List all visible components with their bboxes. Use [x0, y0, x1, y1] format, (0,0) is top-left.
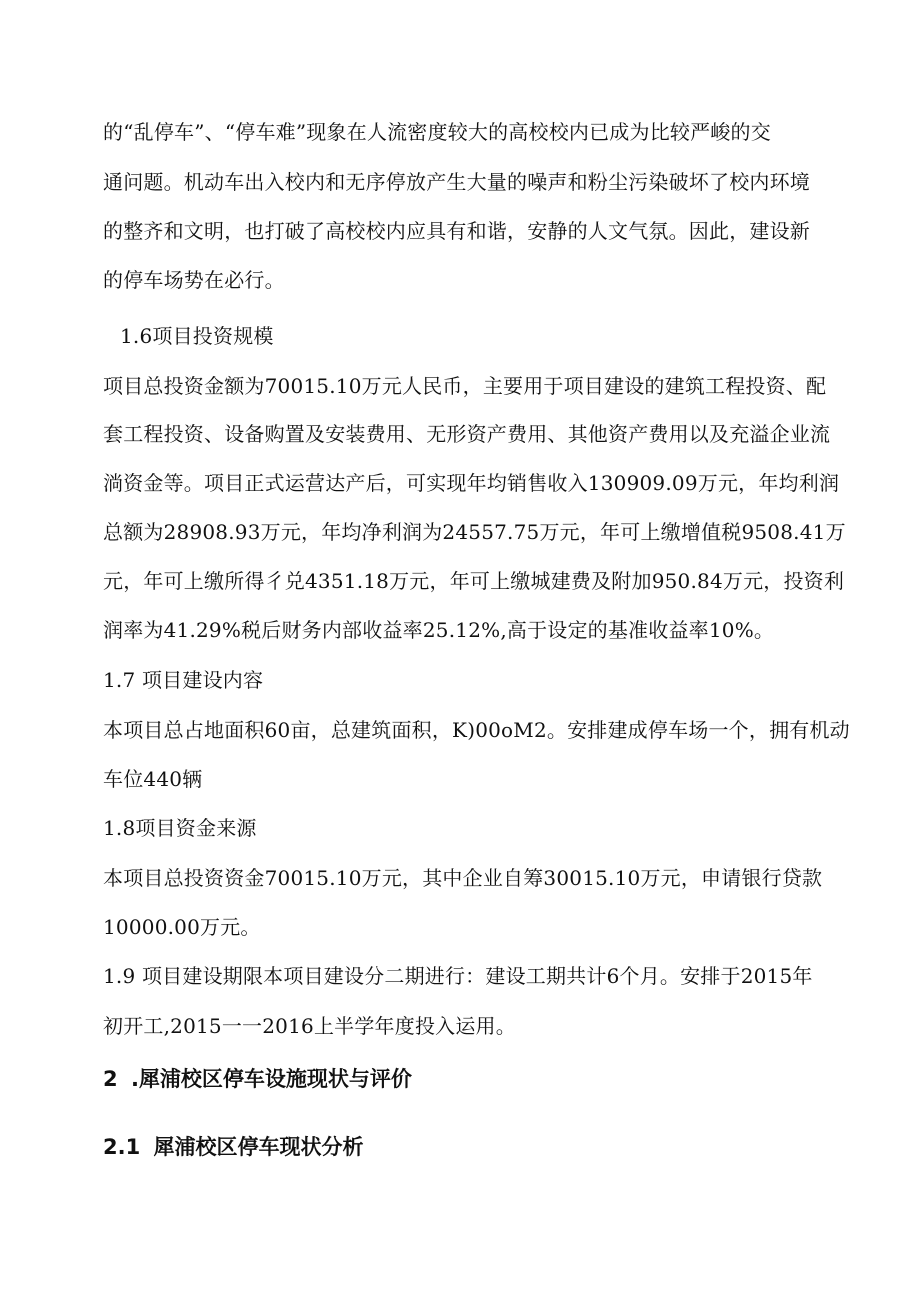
paragraph-line: 10000.00万元。: [103, 915, 261, 939]
heading-section-2: [103, 1066, 412, 1092]
heading-text: 犀浦校区停车现状分析: [153, 1135, 364, 1159]
paragraph-line: 本项目总投资资金70015.10万元，其中企业自筹30015.10万元，申请银行贷款: [103, 866, 823, 890]
paragraph-line: 的停车场势在必行。: [103, 268, 285, 292]
paragraph-line: 本项目总占地面积60亩，总建筑面积，K)00oM2。安排建成停车场一个，拥有机动: [103, 718, 850, 742]
paragraph-line: 淌资金等。项目正式运营达产后，可实现年均销售收入130909.09万元，年均利润: [103, 471, 840, 495]
section-title-1-9: 1.9 项目建设期限本项目建设分二期进行：建设工期共计6个月。安排于2015年: [103, 964, 813, 988]
heading-number: 2.1: [103, 1135, 141, 1159]
paragraph-line: 润率为41.29%税后财务内部收益率25.12%,高于设定的基准收益率10%。: [103, 618, 775, 642]
paragraph-line: 总额为28908.93万元，年均净利润为24557.75万元，年可上缴增值税9508.41万: [103, 520, 846, 544]
heading-section-2-1: [103, 1134, 364, 1160]
paragraph-line: 套工程投资、设备购置及安装费用、无形资产费用、其他资产费用以及充溢企业流: [103, 422, 831, 446]
paragraph-line: 的整齐和文明，也打破了高校校内应具有和谐，安静的人文气氛。因此，建设新: [103, 219, 810, 243]
section-title-1-6: 1.6项目投资规模: [120, 324, 274, 348]
heading-text: .犀浦校区停车设施现状与评价: [130, 1067, 412, 1091]
paragraph-line: 通问题。机动车出入校内和无序停放产生大量的噪声和粉尘污染破坏了校内环境: [103, 170, 810, 194]
paragraph-line: 项目总投资金额为70015.10万元人民币，主要用于项目建设的建筑工程投资、配: [103, 374, 827, 398]
section-title-1-7: 1.7 项目建设内容: [103, 668, 264, 692]
paragraph-line: 初开工,2015一一2016上半学年度投入运用。: [103, 1014, 516, 1038]
paragraph-line: 元，年可上缴所得彳兑4351.18万元，年可上缴城建费及附加950.84万元，投资利: [103, 569, 845, 593]
paragraph-line: 的“乱停车”、“停车难”现象在人流密度较大的高校校内已成为比较严峻的交: [103, 120, 771, 144]
section-title-1-8: 1.8项目资金来源: [103, 816, 257, 840]
paragraph-line: 车位440辆: [103, 767, 203, 791]
heading-number: 2: [103, 1067, 118, 1091]
